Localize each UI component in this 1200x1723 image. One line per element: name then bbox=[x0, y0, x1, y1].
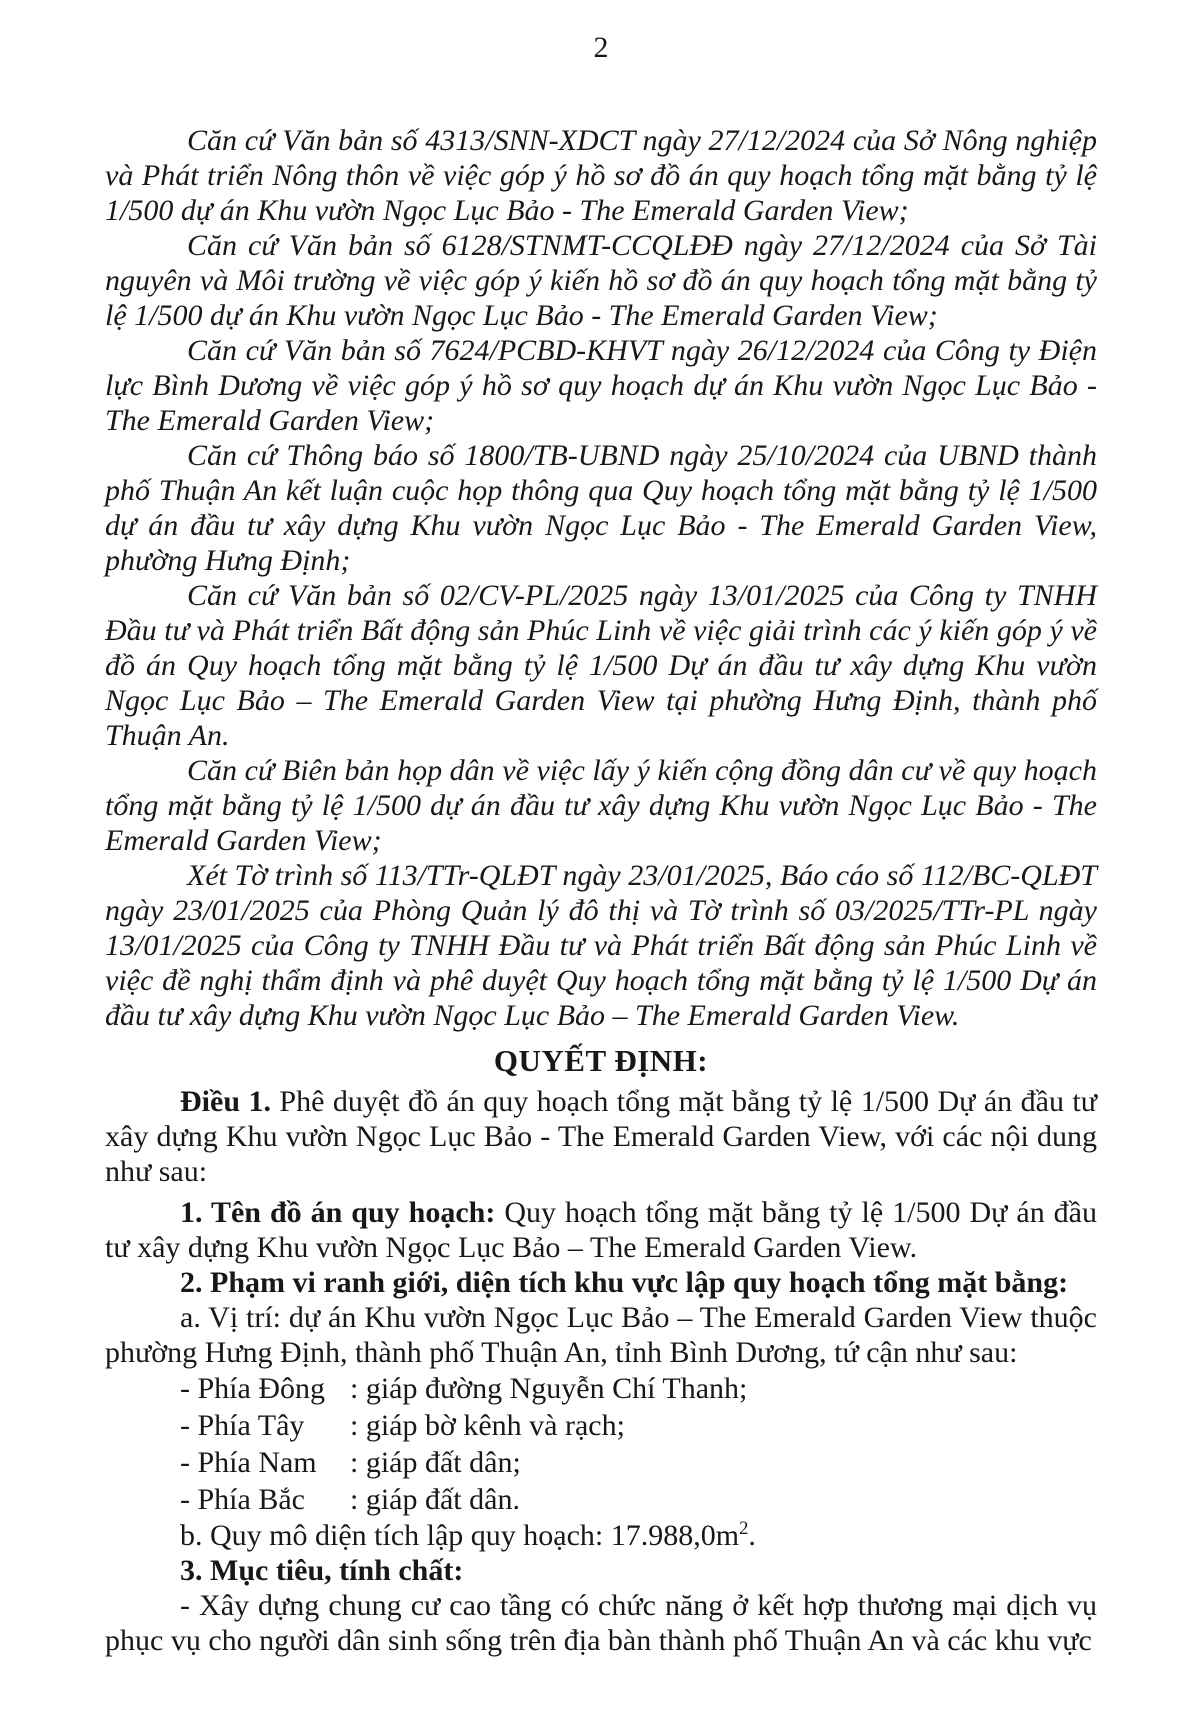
boundary-south-value: : giáp đất dân; bbox=[350, 1446, 521, 1479]
section-2b-text: b. Quy mô diện tích lập quy hoạch: 17.988,0m bbox=[180, 1519, 740, 1552]
section-2-heading: 2. Phạm vi ranh giới, diện tích khu vực lập quy hoạch tổng mặt bằng: bbox=[180, 1266, 1069, 1299]
section-2b-paragraph bbox=[105, 1518, 1097, 1553]
citation-paragraph-1: Căn cứ Văn bản số 4313/SNN-XDCT ngày 27/12/2024 của Sở Nông nghiệp và Phát triển Nông thôn về việc góp ý hồ sơ đồ án quy hoạch tổng mặt bằng tỷ lệ 1/500 dự án Khu vườn Ngọc Lục Bảo - The Emerald Garden View; bbox=[105, 124, 1097, 227]
boundary-east-value: : giáp đường Nguyễn Chí Thanh; bbox=[350, 1372, 748, 1405]
boundary-south-label: - Phía Nam bbox=[180, 1446, 317, 1479]
article-1-text: Phê duyệt đồ án quy hoạch tổng mặt bằng tỷ lệ 1/500 Dự án đầu tư xây dựng Khu vườn Ngọc Lục Bảo - The Emerald Garden View, với các nội dung như sau: bbox=[105, 1085, 1098, 1188]
article-1-paragraph bbox=[105, 1084, 1097, 1189]
boundary-north-label: - Phía Bắc bbox=[180, 1483, 305, 1516]
section-1-label: 1. Tên đồ án quy hoạch: bbox=[180, 1196, 496, 1229]
citation-paragraph-5: Căn cứ Văn bản số 02/CV-PL/2025 ngày 13/01/2025 của Công ty TNHH Đầu tư và Phát triển Bất động sản Phúc Linh về việc giải trình các ý kiến góp ý về đồ án Quy hoạch tổng mặt bằng tỷ lệ 1/500 Dự án đầu tư xây dựng Khu vườn Ngọc Lục Bảo – The Emerald Garden View tại phường Hưng Định, thành phố Thuận An. bbox=[105, 579, 1097, 752]
citation-paragraph-6: Căn cứ Biên bản họp dân về việc lấy ý kiến cộng đồng dân cư về quy hoạch tổng mặt bằng tỷ lệ 1/500 dự án đầu tư xây dựng Khu vườn Ngọc Lục Bảo - The Emerald Garden View; bbox=[105, 754, 1097, 857]
boundary-west-label: - Phía Tây bbox=[180, 1409, 305, 1442]
section-3-bullet: - Xây dựng chung cư cao tầng có chức năng ở kết hợp thương mại dịch vụ phục vụ cho người dân sinh sống trên địa bàn thành phố Thuận An và các khu vực bbox=[105, 1589, 1097, 1657]
citation-paragraph-7: Xét Tờ trình số 113/TTr-QLĐT ngày 23/01/2025, Báo cáo số 112/BC-QLĐT ngày 23/01/2025 của Phòng Quản lý đô thị và Tờ trình số 03/2025/TTr-PL ngày 13/01/2025 của Công ty TNHH Đầu tư và Phát triển Bất động sản Phúc Linh về việc đề nghị thẩm định và phê duyệt Quy hoạch tổng mặt bằng tỷ lệ 1/500 Dự án đầu tư xây dựng Khu vườn Ngọc Lục Bảo – The Emerald Garden View. bbox=[105, 859, 1097, 1032]
citation-paragraph-3: Căn cứ Văn bản số 7624/PCBD-KHVT ngày 26/12/2024 của Công ty Điện lực Bình Dương về việc góp ý hồ sơ quy hoạch dự án Khu vườn Ngọc Lục Bảo - The Emerald Garden View; bbox=[105, 334, 1097, 437]
section-2a-paragraph: a. Vị trí: dự án Khu vườn Ngọc Lục Bảo – The Emerald Garden View thuộc phường Hưng Định, thành phố Thuận An, tỉnh Bình Dương, tứ cận như sau: bbox=[105, 1301, 1097, 1369]
boundary-east-label: - Phía Đông bbox=[180, 1372, 325, 1405]
article-1-label: Điều 1. bbox=[180, 1085, 271, 1118]
citation-paragraph-4: Căn cứ Thông báo số 1800/TB-UBND ngày 25/10/2024 của UBND thành phố Thuận An kết luận cuộc họp thông qua Quy hoạch tổng mặt bằng tỷ lệ 1/500 dự án đầu tư xây dựng Khu vườn Ngọc Lục Bảo - The Emerald Garden View, phường Hưng Định; bbox=[105, 439, 1097, 577]
citation-paragraph-2: Căn cứ Văn bản số 6128/STNMT-CCQLĐĐ ngày 27/12/2024 của Sở Tài nguyên và Môi trường về việc góp ý kiến hồ sơ đồ án quy hoạch tổng mặt bằng tỷ lệ 1/500 dự án Khu vườn Ngọc Lục Bảo - The Emerald Garden View; bbox=[105, 229, 1097, 332]
boundary-north-row bbox=[105, 1481, 1097, 1518]
boundary-south-row bbox=[105, 1444, 1097, 1481]
decision-heading: QUYẾT ĐỊNH: bbox=[493, 1043, 709, 1078]
section-2b-period: . bbox=[748, 1519, 756, 1552]
section-1-text: Quy hoạch tổng mặt bằng tỷ lệ 1/500 Dự án đầu tư xây dựng Khu vườn Ngọc Lục Bảo – The Emerald Garden View. bbox=[105, 1196, 1097, 1264]
boundary-west-value: : giáp bờ kênh và rạch; bbox=[350, 1409, 625, 1442]
section-3-heading: 3. Mục tiêu, tính chất: bbox=[180, 1554, 464, 1587]
page-number: 2 bbox=[593, 31, 609, 64]
boundary-east-row bbox=[105, 1370, 1097, 1407]
section-2b-superscript: 2 bbox=[739, 1518, 749, 1539]
boundary-north-value: : giáp đất dân. bbox=[350, 1483, 520, 1516]
boundary-west-row bbox=[105, 1407, 1097, 1444]
section-1-paragraph bbox=[105, 1195, 1097, 1265]
